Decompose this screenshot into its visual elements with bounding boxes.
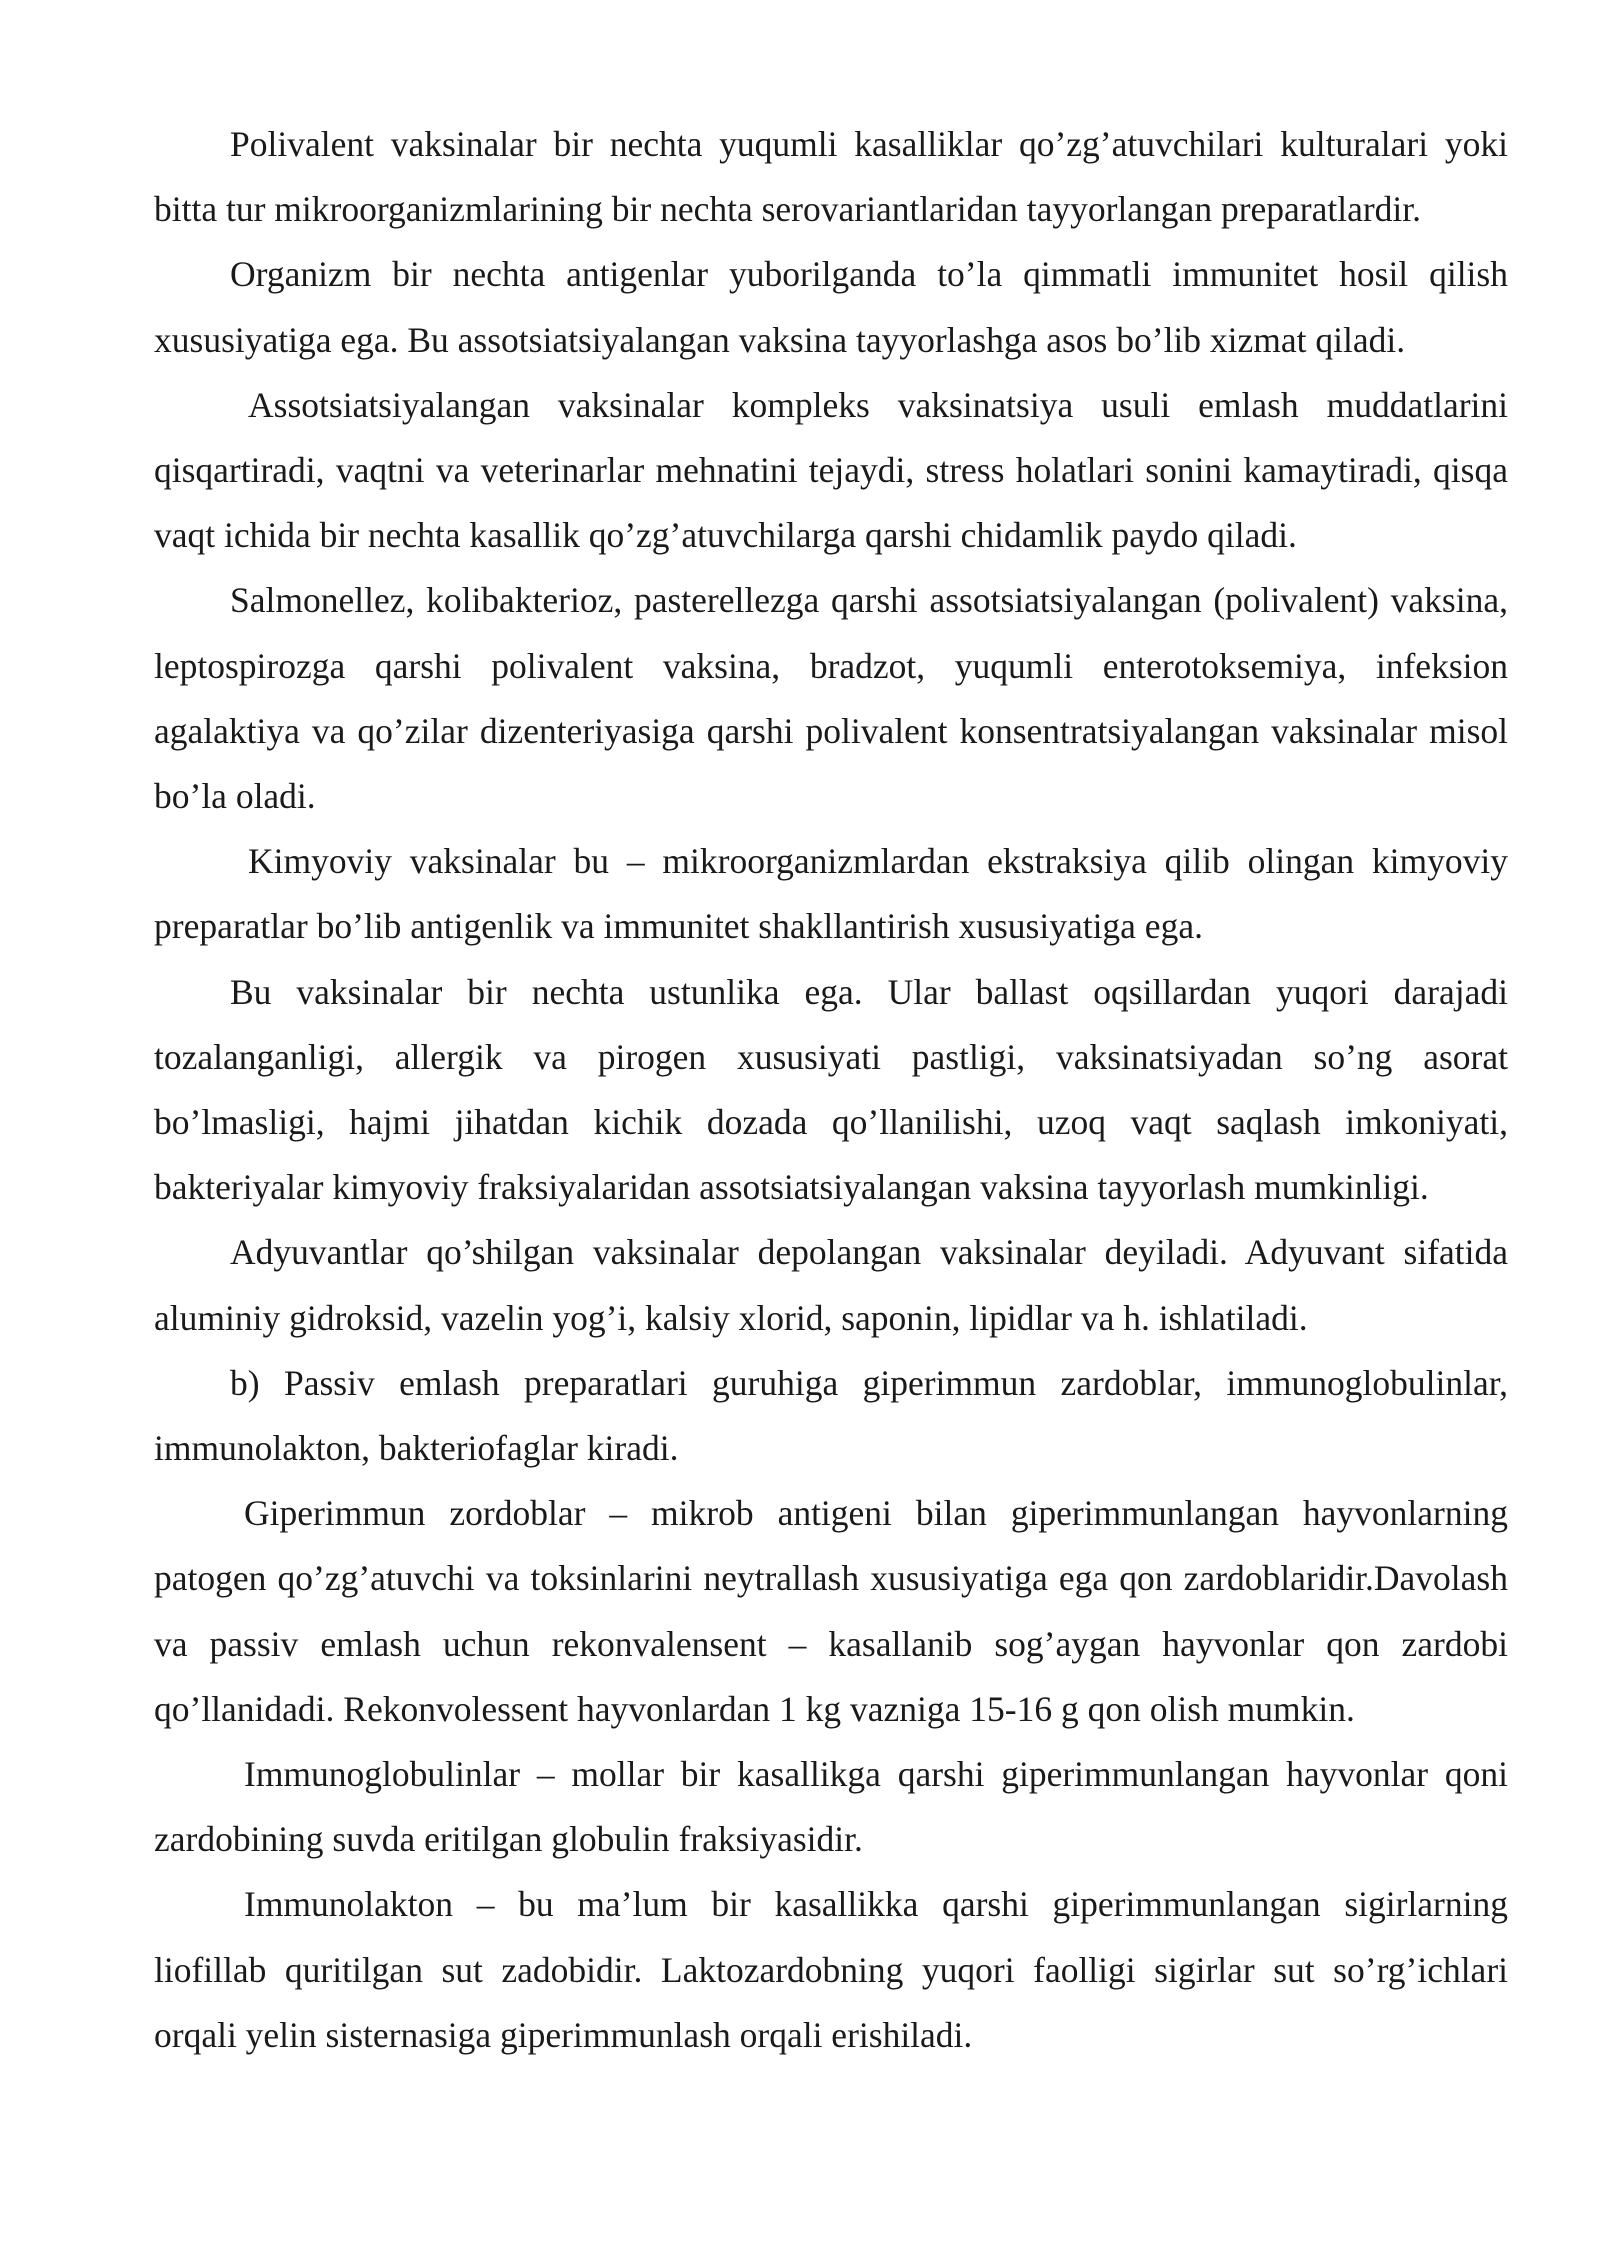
- paragraph-giperimmun-zordoblar: Giperimmun zordoblar – mikrob antigeni bilan giperimmunlangan hayvonlarning patogen qo’zg’atuvchi va toksinlarini neytrallash xususiyatiga ega qon zardoblaridir.Davolash va passiv emlash uchun rekonvalensent – kasallanib sog’aygan hayvonlar qon zardobi qo’llanidadi. Rekonvolessent hayvonlardan 1 kg vazniga 15-16 g qon olish mumkin.: [154, 1493, 1508, 1729]
- paragraph-polivalent-vaksinalar: Polivalent vaksinalar bir nechta yuqumli kasalliklar qo’zg’atuvchilari kulturalari yoki bitta tur mikroorganizmlarining bir nechta serovariantlaridan tayyorlangan preparatlardir.: [154, 124, 1508, 230]
- paragraph-assotsiatsiyalangan-vaksinalar: Assotsiatsiyalangan vaksinalar kompleks vaksinatsiya usuli emlash muddatlarini qisqartiradi, vaqtni va veterinarlar mehnatini tejaydi, stress holatlari sonini kamaytiradi, qisqa vaqt ichida bir nechta kasallik qo’zg’atuvchilarga qarshi chidamlik paydo qiladi.: [154, 384, 1508, 556]
- paragraph-ustunliklar: Bu vaksinalar bir nechta ustunlika ega. Ular ballast oqsillardan yuqori darajadi tozalanganligi, allergik va pirogen xususiyati pastligi, vaksinatsiyadan so’ng asorat bo’lmasligi, hajmi jihatdan kichik dozada qo’llanilishi, uzoq vaqt saqlash imkoniyati, bakteriyalar kimyoviy fraksiyalaridan assotsiatsiyalangan vaksina tayyorlash mumkinligi.: [154, 971, 1508, 1208]
- paragraph-organizm-antigenlar: Organizm bir nechta antigenlar yuborilganda to’la qimmatli immunitet hosil qilish xususiyatiga ega. Bu assotsiatsiyalangan vaksina tayyorlashga asos bo’lib xizmat qiladi.: [154, 254, 1508, 360]
- paragraph-immunoglobulinlar: Immunoglobulinlar – mollar bir kasallikga qarshi giperimmunlangan hayvonlar qoni zardobining suvda eritilgan globulin fraksiyasidir.: [154, 1754, 1508, 1860]
- document-body: [154, 112, 1508, 2068]
- paragraph-adyuvantlar: Adyuvantlar qo’shilgan vaksinalar depolangan vaksinalar deyiladi. Adyuvant sifatida aluminiy gidroksid, vazelin yog’i, kalsiy xlorid, saponin, lipidlar va h. ishlatiladi.: [154, 1232, 1508, 1338]
- paragraph-immunolakton: Immunolakton – bu ma’lum bir kasallikka qarshi giperimmunlangan sigirlarning liofillab quritilgan sut zadobidir. Laktozardobning yuqori faolligi sigirlar sut so’rg’ichlari orqali yelin sisternasiga giperimmunlash orqali erishiladi.: [154, 1884, 1508, 2055]
- paragraph-salmonellez: Salmonellez, kolibakterioz, pasterellezga qarshi assotsiatsiyalangan (polivalent) vaksina, leptospirozga qarshi polivalent vaksina, bradzot, yuqumli enterotoksemiya, infeksion agalaktiya va qo’zilar dizenteriyasiga qarshi polivalent konsentratsiyalangan vaksinalar misol bo’la oladi.: [154, 580, 1508, 817]
- paragraph-kimyoviy-vaksinalar: Kimyoviy vaksinalar bu – mikroorganizmlardan ekstraksiya qilib olingan kimyoviy preparatlar bo’lib antigenlik va immunitet shakllantirish xususiyatiga ega.: [154, 841, 1508, 947]
- paragraph-passiv-emlash: b) Passiv emlash preparatlari guruhiga giperimmun zardoblar, immunoglobulinlar, immunolakton, bakteriofaglar kiradi.: [154, 1362, 1508, 1469]
